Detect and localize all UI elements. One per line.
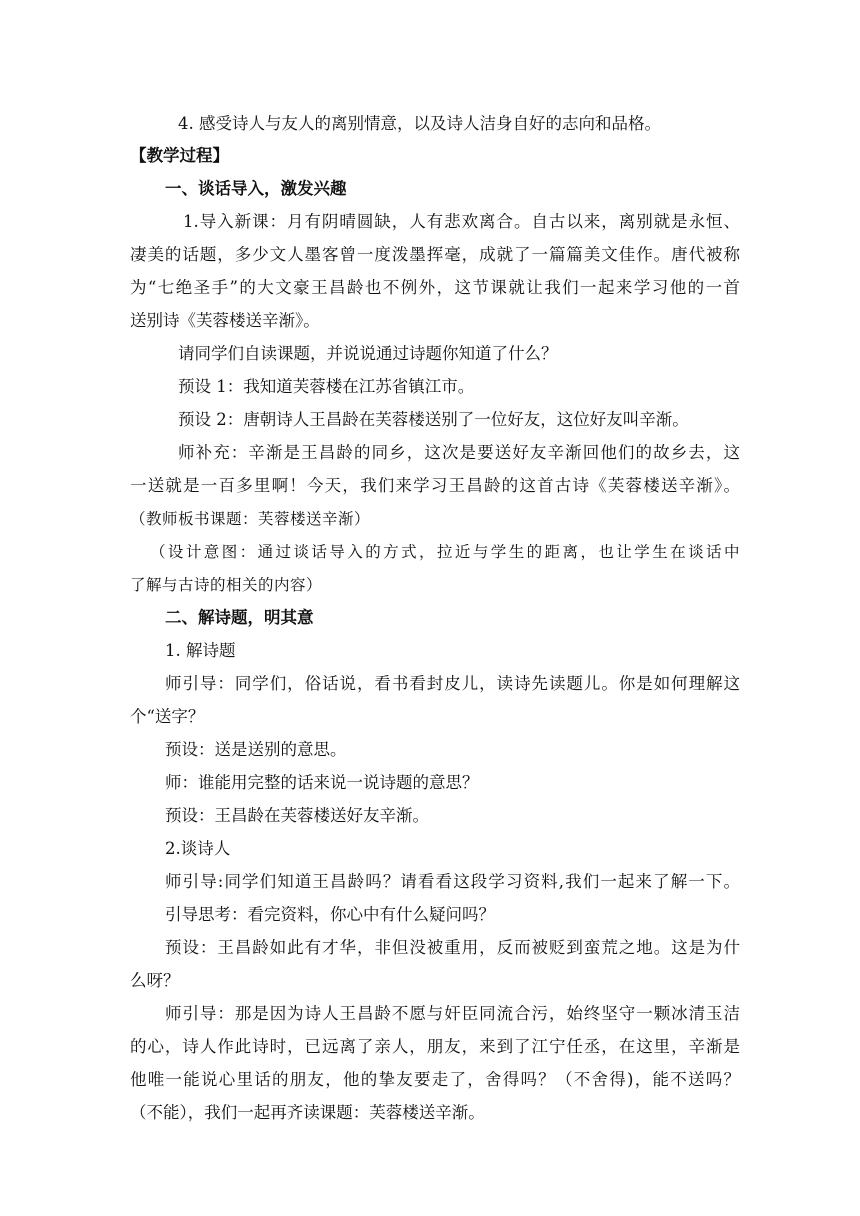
section-2-title: 二、解诗题，明其意 bbox=[165, 608, 314, 627]
teacher-guide-3-line-2: 的心，诗人作此诗时，已远离了亲人，朋友，来到了江宁任丞，在这里，辛渐是 bbox=[130, 1037, 740, 1056]
teacher-guide-3-line-3: 他唯一能说心里话的朋友，他的挚友要走了，舍得吗？（不舍得)，能不送吗？ bbox=[130, 1070, 740, 1089]
ask-read-title: 请同学们自读课题，并说说通过诗题你知道了什么？ bbox=[178, 344, 558, 363]
teaching-process-heading: 【教学过程】 bbox=[130, 146, 229, 165]
subsection-1-title: 1. 解诗题 bbox=[165, 641, 236, 660]
section-1-title: 一、谈话导入，激发兴趣 bbox=[165, 179, 347, 198]
teacher-guide-3-line-4: （不能），我们一起再齐读课题：芙蓉楼送辛渐。 bbox=[130, 1103, 485, 1122]
board-writing-note: （教师板书课题：芙蓉楼送辛渐） bbox=[130, 510, 371, 528]
objective-4: 4. 感受诗人与友人的离别情意，以及诗人洁身自好的志向和品格。 bbox=[178, 114, 661, 133]
teacher-supplement-line-2: 一送就是一百多里啊！今天，我们来学习王昌龄的这首古诗《芙蓉楼送辛渐》。 bbox=[130, 476, 740, 495]
teacher-supplement-line-1: 师补充：辛渐是王昌龄的同乡，这次是要送好友辛渐回他们的故乡去，这 bbox=[178, 443, 740, 462]
preset-title-meaning: 预设：王昌龄在芙蓉楼送好友辛渐。 bbox=[165, 806, 429, 825]
subsection-2-title: 2.谈诗人 bbox=[165, 839, 231, 858]
design-intent-line-2: 了解与古诗的相关的内容） bbox=[130, 576, 323, 594]
teacher-guide-1-line-2: 个“送字？ bbox=[130, 707, 205, 726]
intro-paragraph-line-4: 送别诗《芙蓉楼送辛渐》。 bbox=[130, 311, 320, 330]
preset-send-meaning: 预设：送是送别的意思。 bbox=[165, 740, 347, 759]
guided-thinking: 引导思考：看完资料，你心中有什么疑问吗？ bbox=[165, 905, 495, 924]
teacher-guide-2: 师引导:同学们知道王昌龄吗？请看看这段学习资料,我们一起来了解一下。 bbox=[165, 872, 740, 891]
preset-question-line-1: 预设：王昌龄如此有才华，非但没被重用，反而被贬到蛮荒之地。这是为什 bbox=[165, 938, 740, 957]
intro-paragraph-line-1: 1.导入新课：月有阴晴圆缺，人有悲欢离合。自古以来，离别就是永恒、 bbox=[183, 212, 740, 231]
preset-1: 预设 1：我知道芙蓉楼在江苏省镇江市。 bbox=[178, 377, 475, 396]
design-intent-line-1: （设计意图：通过谈话导入的方式，拉近与学生的距离，也让学生在谈话中 bbox=[150, 543, 740, 561]
preset-2: 预设 2：唐朝诗人王昌龄在芙蓉楼送别了一位好友，这位好友叫辛渐。 bbox=[178, 410, 689, 429]
preset-question-line-2: 么呀？ bbox=[130, 971, 180, 990]
intro-paragraph-line-2: 凄美的话题，多少文人墨客曾一度泼墨挥毫，成就了一篇篇美文佳作。唐代被称 bbox=[130, 245, 740, 264]
teacher-question: 师：谁能用完整的话来说一说诗题的意思？ bbox=[165, 773, 479, 792]
teacher-guide-3-line-1: 师引导：那是因为诗人王昌龄不愿与奸臣同流合污，始终坚守一颗冰清玉洁 bbox=[165, 1004, 740, 1023]
teacher-guide-1-line-1: 师引导：同学们，俗话说，看书看封皮儿，读诗先读题儿。你是如何理解这 bbox=[165, 674, 740, 693]
intro-paragraph-line-3: 为“七绝圣手”的大文豪王昌龄也不例外，这节课就让我们一起来学习他的一首 bbox=[130, 278, 740, 297]
